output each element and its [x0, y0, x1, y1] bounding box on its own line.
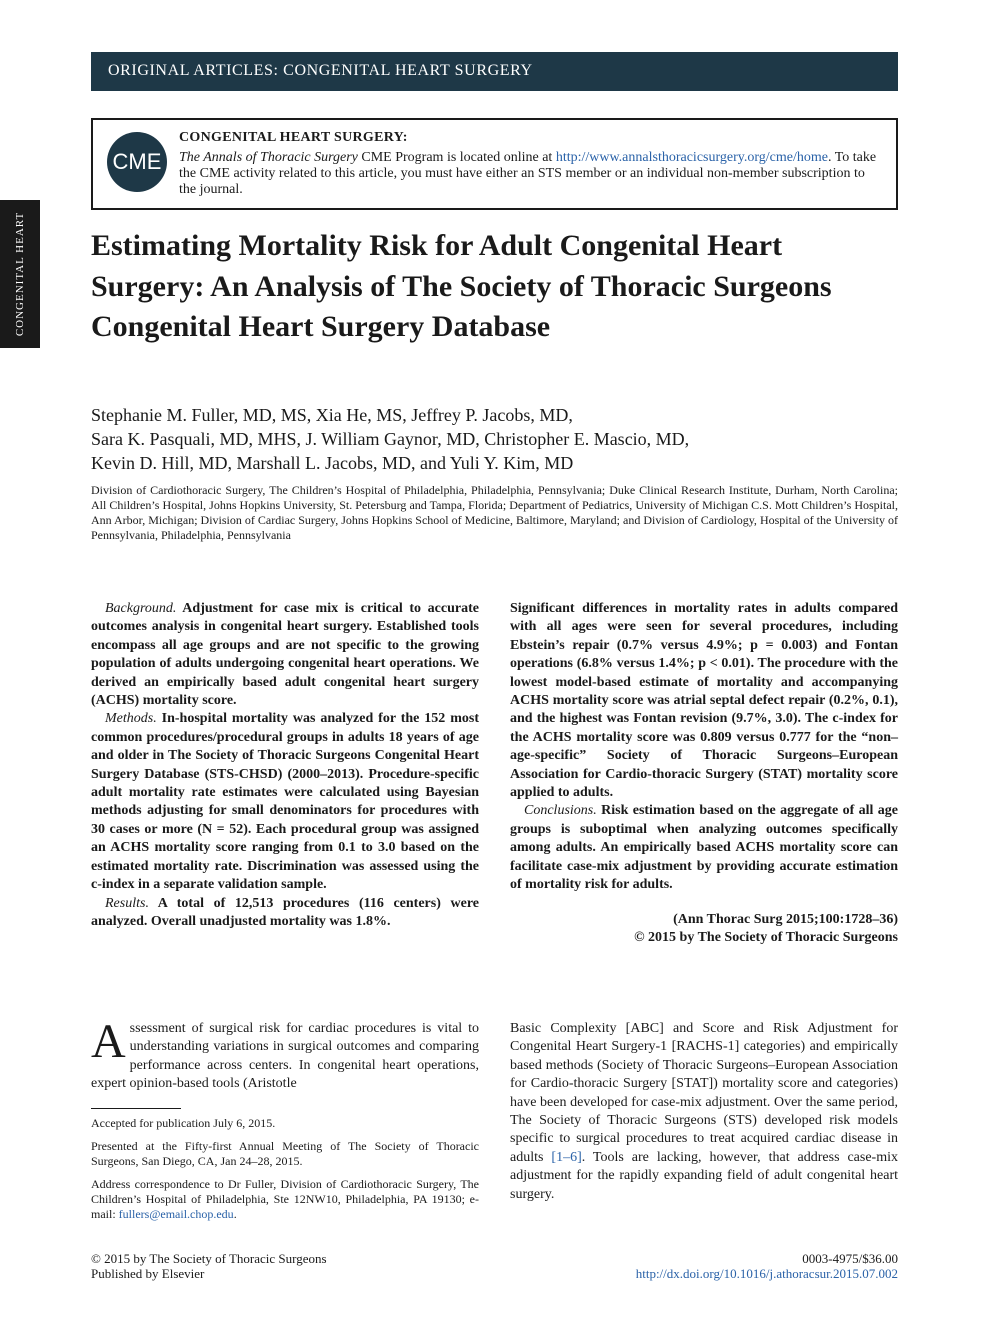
author-line: Stephanie M. Fuller, MD, MS, Xia He, MS, Jeffrey P. Jacobs, MD,	[91, 405, 573, 425]
footer-publisher: Published by Elsevier	[91, 1266, 205, 1281]
body-text-b: . Tools are lacking, however, that address case-mix adjustment for the rapidly expanding field of adult congenital heart surgery.	[510, 1149, 898, 1202]
article-title: Estimating Mortality Risk for Adult Congenital Heart Surgery: An Analysis of The Society of Thoracic Surgeons Congenital Heart Surgery Database	[91, 229, 832, 343]
side-tab	[0, 200, 40, 348]
results-heading: Results.	[105, 895, 149, 911]
abstract-results	[91, 895, 479, 932]
cme-text-a: CME Program is located online at	[357, 150, 556, 165]
body-left-column	[91, 1015, 479, 1094]
cme-title: CONGENITAL HEART SURGERY:	[179, 130, 408, 145]
author-line: Sara K. Pasquali, MD, MHS, J. William Gaynor, MD, Christopher E. Mascio, MD,	[91, 429, 690, 449]
body-intro-text: ssessment of surgical risk for cardiac procedures is vital to understanding variations in surgical outcomes and comparing performance across centers. In congenital heart operations, expert opinion-based tools (Aristotle	[91, 1021, 479, 1092]
cme-text-b: . To take the CME activity related to this article, you must have either an STS member or an individual non-member subscription to the journal.	[179, 150, 877, 197]
footnote-address	[91, 1177, 479, 1222]
cme-logo: CME	[107, 132, 167, 192]
methods-text: In-hospital mortality was analyzed for the 152 most common procedures/procedural groups in adults 18 years of age and older in The Society of Thoracic Surgeons Congenital Heart Surgery Database (STS-CHSD) (2000–2013). Procedure-specific adult mortality rate estimates were calculated using Bayesian methods adjusting for small denominators for procedures with 30 cases or more (N = 52). Each procedural group was assigned an ACHS mortality score ranging from 0.1 to 3.0 based on the estimated mortality rate. Discrimination was assessed using the c-index in a separate validation sample.	[91, 711, 479, 893]
results-continued: Significant differences in mortality rates in adults compared with all ages were seen for several procedures, including Ebstein’s repair (0.7% versus 4.9%; p = 0.003) and Fontan operations (6.8% versus 1.4%; p < 0.01). The procedure with the lowest model-based estimate of mortality and accompanying ACHS mortality score was atrial septal defect repair (0.2%, 0.1), and the highest was Fontan revision (9.7%, 3.0). The c-index for the ACHS mortality score was 0.809 versus 0.777 for the “non–age-specific” Society of Thoracic Surgeons–European Association for Cardio-thoracic Surgery (STAT) mortality score applied to adults.	[510, 601, 898, 801]
body-text-a: Basic Complexity [ABC] and Score and Risk Adjustment for Congenital Heart Surgery-1 [RACHS-1] categories) and empirically based methods (Society of Thoracic Surgeons–European Association for Cardio-thoracic Surgery [STAT]) mortality score and categories) have been developed for case-mix adjustment. Over the same period, The Society of Thoracic Surgeons (STS) developed risk models specific to surgical procedures to treat acquired cardiac disease in adults	[510, 1021, 898, 1165]
footer-right	[636, 1251, 898, 1281]
abstract-background	[91, 600, 479, 710]
conclusions-heading: Conclusions.	[524, 803, 597, 819]
citation-text: (Ann Thorac Surg 2015;100:1728–36)	[673, 911, 898, 927]
address-text: Address correspondence to Dr Fuller, Division of Cardiothoracic Surgery, The Children’s Hospital of Philadelphia, Ste 12NW10, Philadelphia, PA 19130; e-mail:	[91, 1177, 479, 1221]
body-paragraph	[510, 1020, 898, 1204]
address-end: .	[233, 1207, 237, 1221]
cme-text	[179, 150, 884, 198]
journal-citation	[510, 911, 898, 948]
cme-notice-box	[91, 118, 898, 210]
drop-cap: A	[91, 1015, 126, 1068]
footnote-accepted: Accepted for publication July 6, 2015.	[91, 1116, 276, 1130]
footnote-divider	[91, 1108, 181, 1109]
section-banner	[91, 52, 898, 91]
email-link[interactable]: fullers@email.chop.edu	[118, 1207, 234, 1221]
methods-heading: Methods.	[105, 711, 157, 727]
cme-journal-name: The Annals of Thoracic Surgery	[179, 150, 358, 165]
body-intro	[91, 1015, 479, 1094]
footer-copyright: © 2015 by The Society of Thoracic Surgeons	[91, 1251, 327, 1266]
abstract-methods	[91, 710, 479, 894]
results-text: A total of 12,513 procedures (116 centers) were analyzed. Overall unadjusted mortality was 1.8%.	[91, 895, 479, 929]
background-heading: Background.	[105, 601, 177, 616]
cme-link[interactable]: http://www.annalsthoracicsurgery.org/cme/home	[555, 150, 828, 165]
footer-doi-link[interactable]: http://dx.doi.org/10.1016/j.athoracsur.2015.07.002	[635, 1266, 898, 1281]
abstract-copyright: © 2015 by The Society of Thoracic Surgeons	[634, 930, 898, 946]
footer-left	[91, 1251, 327, 1281]
footnote-presented: Presented at the Fifty-first Annual Meeting of The Society of Thoracic Surgeons, San Diego, CA, Jan 24–28, 2015.	[91, 1139, 479, 1168]
author-line: Kevin D. Hill, MD, Marshall L. Jacobs, MD, and Yuli Y. Kim, MD	[91, 453, 574, 473]
abstract-right-column	[510, 600, 898, 948]
side-tab-label: CONGENITAL HEART	[14, 211, 26, 337]
background-text: Adjustment for case mix is critical to accurate outcomes analysis in congenital heart surgery. Established tools encompass all age groups and are not specific to the growing population of adults undergoing congenital heart operations. We derived an empirically based adult congenital heart surgery (ACHS) mortality score.	[91, 601, 479, 709]
conclusions-text: Risk estimation based on the aggregate of all age groups is suboptimal when analyzing outcomes specifically among adults. An empirically based ACHS mortality score can facilitate case-mix adjustment by providing accurate estimation of mortality risk for adults.	[510, 803, 898, 893]
abstract-conclusions	[510, 802, 898, 894]
body-right-column	[510, 1020, 898, 1204]
affiliations: Division of Cardiothoracic Surgery, The Children’s Hospital of Philadelphia, Philadelphia, Pennsylvania; Duke Clinical Research Institute, Durham, North Carolina; All Children’s Hospital, Johns Hopkins University, St. Petersburg and Tampa, Florida; Department of Pediatrics, University of Michigan C.S. Mott Children’s Hospital, Ann Arbor, Michigan; Division of Cardiac Surgery, Johns Hopkins School of Medicine, Baltimore, Maryland; and Division of Cardiology, Hospital of the University of Pennsylvania, Philadelphia, Pennsylvania	[91, 483, 898, 542]
reference-link[interactable]: [1–6]	[551, 1149, 582, 1165]
section-banner-label: ORIGINAL ARTICLES: CONGENITAL HEART SURGERY	[108, 62, 533, 79]
footer-issn: 0003-4975/$36.00	[802, 1251, 898, 1266]
author-list	[91, 403, 891, 475]
abstract-left-column	[91, 600, 479, 931]
